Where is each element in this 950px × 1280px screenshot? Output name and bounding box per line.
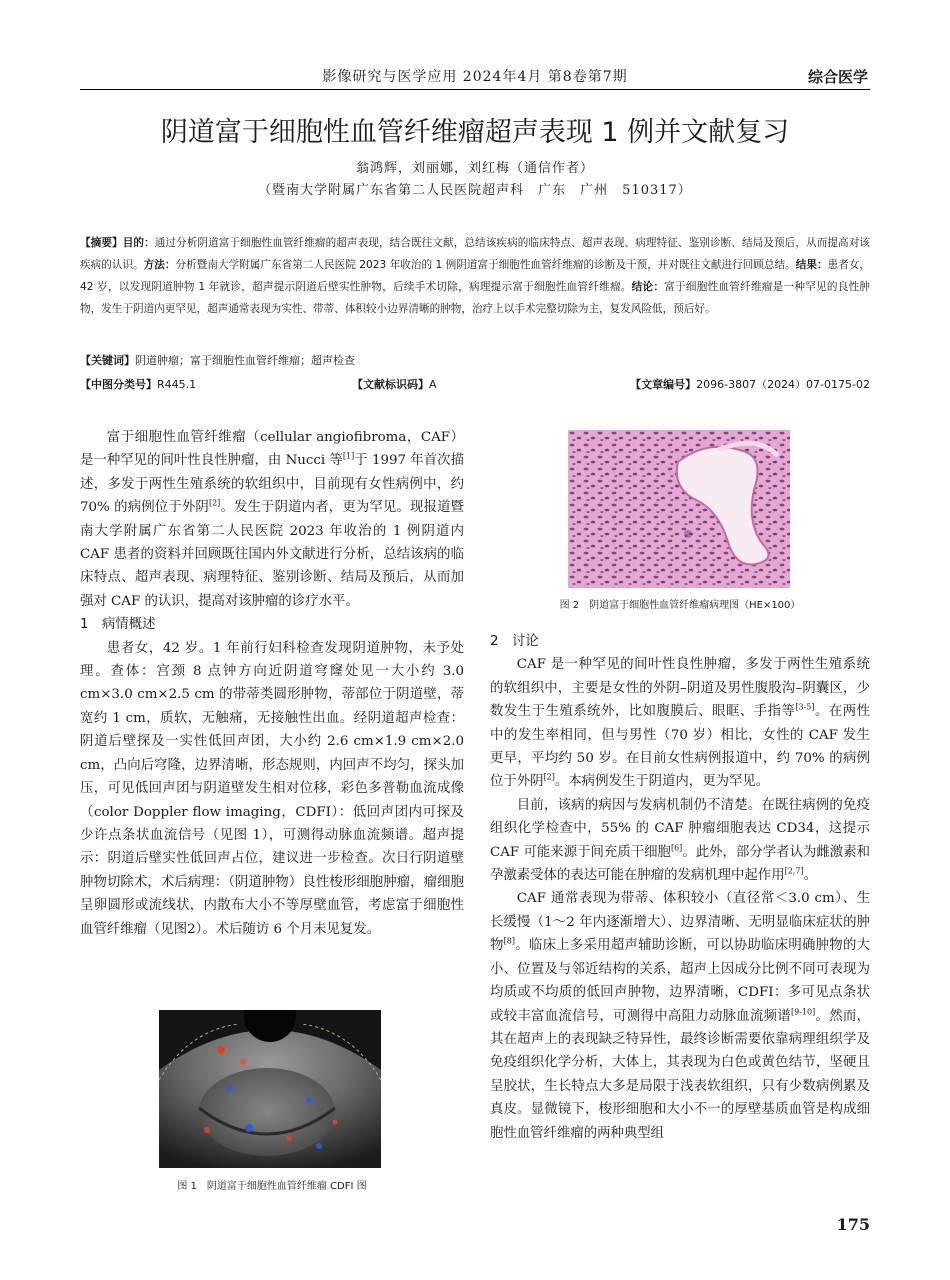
citation: [9-10]	[791, 1007, 816, 1017]
journal-header: 影像研究与医学应用 2024年4月 第8卷第7期	[322, 69, 628, 85]
citation: [2]	[543, 772, 555, 782]
figure-2-caption: 图 2 阴道富于细胞性血管纤维瘤病理图（HE×100）	[559, 600, 801, 611]
objective-text: 通过分析阴道富于细胞性血管纤维瘤的超声表现，结合既往文献，总结该疾病的临床特点、超声表现、病理特征、鉴别诊断、结局及预后，从而提高对该疾病的认识。	[80, 237, 871, 271]
citation: [6]	[670, 843, 683, 853]
citation: [2]	[208, 498, 221, 508]
figure-1-caption: 图 1 阴道富于细胞性血管纤维瘤 CDFI 图	[177, 1181, 367, 1192]
intro-text-2: 于 1997 年首次描述，多发于两性生殖系统的软组织中，目前现有女性病例中，约 70% 的病例位于外阴	[80, 453, 464, 516]
case-paragraph: 患者女，42 岁。1 年前行妇科检查发现阴道肿物，未予处理。查体：宫颈 8 点钟方向近阴道穹窿处见一大小约 3.0 cm×3.0 cm×2.5 cm 的带蒂类圆形肿物，蒂部位于阴道壁，蒂宽约 1 cm，质软，无触痛，无接触性出血。经阴道超声检查：阴道后壁探及一实性低回声团，大小约 2.6 cm×1.9 cm×2.0 cm，凸向后穹隆，边界清晰，形态规则，内回声不均匀，探头加压，可见低回声团与阴道壁发生相对位移，彩色多普勒血流成像（color Doppler flow imaging，CDFI）：低回声团内可探及少许点条状血流信号（见图 1），可测得动脉血流频谱。超声提示：阴道后壁实性低回声占位，建议进一步检查。次日行阴道壁肿物切除术，术后病理：（阴道肿物）良性梭形细胞肿瘤，瘤细胞呈卵圆形或流线状，内散布大小不等厚壁血管，考虑富于细胞性血管纤维瘤（见图2）。术后随访 6 个月未见复发。	[80, 640, 464, 937]
disc-text: 。此外，部分学者认为雌激素和孕激素受体的表达可能在肿瘤的发病机理中起作用	[490, 844, 871, 884]
abstract-label: 【摘要】	[80, 237, 123, 249]
conclusion-label: 结论：	[631, 281, 665, 293]
disc-text: 。	[803, 868, 817, 884]
author-affiliation: （暨南大学附属广东省第二人民医院超声科 广东 广州 510317）	[258, 183, 692, 198]
disc-text: 。本病例发生于阴道内，更为罕见。	[554, 774, 770, 790]
doc-label: 【文献标识码】	[352, 378, 429, 391]
citation: [2,7]	[784, 866, 804, 876]
keywords-text: 阴道肿瘤；富于细胞性血管纤维瘤；超声检查	[135, 354, 355, 367]
figure-2-histology-image	[568, 430, 790, 588]
citation: [8]	[503, 936, 515, 946]
figure-1-ultrasound-image	[159, 1010, 381, 1168]
article-value: 2096-3807（2024）07-0175-02	[696, 378, 870, 391]
citation: [3-5]	[795, 702, 815, 712]
method-label: 方法：	[143, 259, 176, 271]
result-label: 结果：	[795, 259, 828, 271]
case-heading: 1 病情概述	[80, 617, 156, 633]
header-rule	[80, 89, 870, 90]
clc-value: R445.1	[157, 378, 197, 391]
doc-value: A	[429, 378, 437, 391]
section-label: 综合医学	[807, 68, 868, 86]
disc-text: CAF 是一种罕见的间叶性良性肿瘤，多发于两性生殖系统的软组织中，主要是女性的外阴–阴道及男性腹股沟–阴囊区，少数发生于生殖系统外，比如腹膜后、眼眶、手指等	[490, 657, 870, 720]
clc-number	[80, 376, 196, 392]
keywords	[80, 352, 870, 368]
discussion-paragraph-3	[490, 887, 870, 1144]
disc-text: 。在两性中的发生率相同，但与男性（70 岁）相比，女性的 CAF 发生更早，平均约 50 岁。在目前女性病例报道中，约 70% 的病例位于外阴	[490, 704, 871, 790]
intro-text-3: 。发生于阴道内者，更为罕见。现报道暨南大学附属广东省第二人民医院 2023 年收治的 1 例阴道内 CAF 患者的资料并回顾既往国内外文献进行分析，总结该病的临床特点、超声表现、病理特征、鉴别诊断、结局及预后，从而加强对 CAF 的认识，提高对该肿瘤的诊疗水平。	[80, 500, 464, 609]
author-list: 翁鸿辉，刘丽娜，刘红梅（通信作者）	[355, 161, 594, 176]
document-code	[352, 376, 437, 392]
article-number	[630, 376, 870, 392]
disc-text: 。然而，其在超声上的表现缺乏特异性，最终诊断需要依靠病理组织学及免疫组织化学分析，大体上，其表现为白色或黄色结节，坚硬且呈胶状，生长特点大多是局限于浅表软组织，只有少数病例累及真皮。显微镜下，梭形细胞和大小不一的厚壁基质血管是构成细胞性血管纤维瘤的两种典型组	[490, 1008, 871, 1141]
article-title: 阴道富于细胞性血管纤维瘤超声表现 1 例并文献复习	[160, 117, 790, 148]
abstract	[80, 232, 870, 320]
page-number: 175	[836, 1215, 870, 1234]
method-text: 分析暨南大学附属广东省第二人民医院 2023 年收治的 1 例阴道富于细胞性血管纤维瘤的诊断及干预，并对既往文献进行回顾总结。	[175, 259, 796, 271]
disc-text: CAF 通常表现为带蒂、体积较小（直径常＜3.0 cm）、生长缓慢（1～2 年内逐渐增大）、边界清晰、无明显临床症状的肿物	[490, 891, 870, 954]
disc-text: 。临床上多采用超声辅助诊断，可以协助临床明确肿物的大小、位置及与邻近结构的关系，超声上因成分比例不同可表现为均质或不均质的低回声肿物，边界清晰，CDFI：多可见点条状或较丰富血流信号，可测得中高阻力动脉血流频谱	[490, 938, 871, 1024]
intro-paragraph	[80, 426, 464, 613]
discussion-paragraph-2	[490, 794, 870, 888]
citation: [1]	[342, 451, 355, 461]
conclusion-text: 富于细胞性血管纤维瘤是一种罕见的良性肿物，发生于阴道内更罕见，超声通常表现为实性、带蒂、体积较小边界清晰的肿物，治疗上以手术完整切除为主，复发风险低，预后好。	[80, 281, 871, 315]
objective-label: 目的：	[122, 237, 155, 249]
intro-text-1: 富于细胞性血管纤维瘤（cellular angiofibroma，CAF）是一种罕见的间叶性良性肿瘤，由 Nucci 等	[80, 430, 464, 469]
article-label: 【文章编号】	[630, 378, 697, 391]
discussion-heading: 2 讨论	[490, 634, 539, 649]
left-column	[80, 426, 464, 941]
right-column	[490, 630, 870, 1145]
result-text: 患者女，42 岁，以发现阴道肿物 1 年就诊，超声提示阴道后壁实性肿物，后续手术切除，病理提示富于细胞性血管纤维瘤。	[80, 259, 871, 293]
clc-label: 【中图分类号】	[80, 378, 157, 391]
disc-text: 目前，该病的病因与发病机制仍不清楚。在既往病例的免疫组织化学检查中，55% 的 CAF 肿瘤细胞表达 CD34，这提示 CAF 可能来源于间充质干细胞	[490, 797, 870, 860]
discussion-paragraph-1	[490, 653, 870, 793]
keywords-label: 【关键词】	[80, 354, 135, 367]
